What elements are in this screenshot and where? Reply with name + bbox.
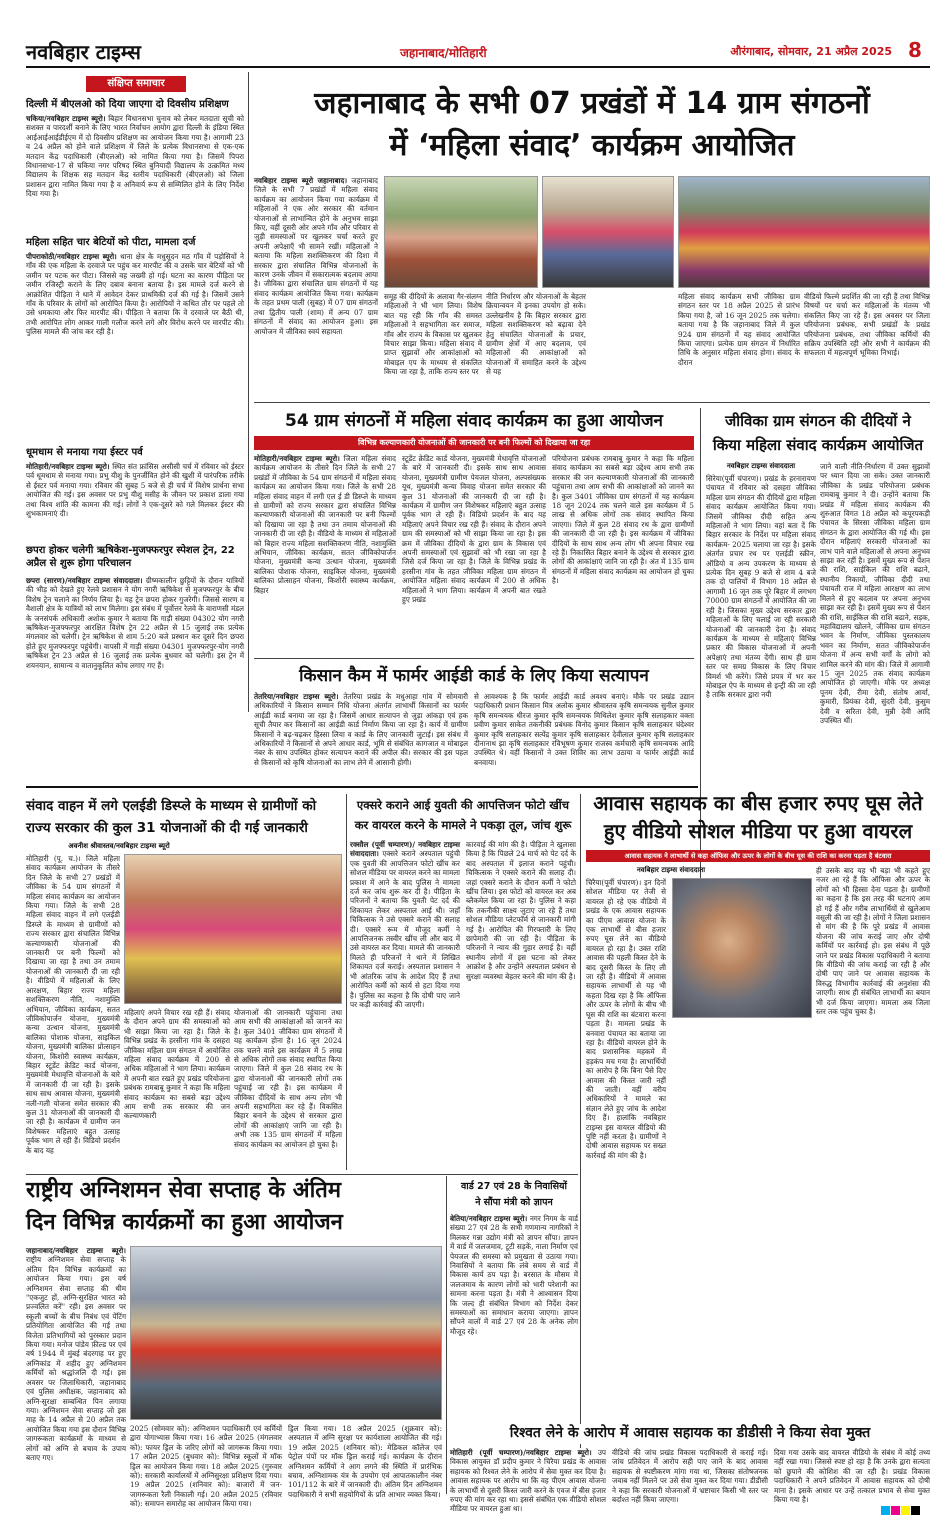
led-col-3: योजनाओं की जानकारी पहुंचाना तथा आम सभी की आकांक्षाओं को जानने का है। कुल 3401 जीविका ग्राम संगठनों में यह कार्यक्रम होना है। 16 जून 2024 तक चलने वाले इस कार्यक्रम में 5 लाख से अधिक लोगों तक संवाद स्थापित किया जाएगा। जिले में कुल 28 संवाद रथ के द्वारा योजनाओं की जानकारी लोगों तक पहुंचाई जा रही है। इस कार्यक्रम में जीविका दीदियों के साथ अन्य लोग भी अपनी सहभागिता कर रहे हैं। विकसित बिहार बनाने के उद्देश्य से सरकार द्वारा लोगों की आकांक्षाएं जानि जा रही है। अभी तक 135 ग्राम संगठनों में महिला संवाद कार्यक्रम का आयोजन हो चुका है। — [234, 1008, 342, 1149]
farmer-col-2: से आवश्यक है कि फार्मर आईडी कार्ड अवश्य बनाएं। मौके पर प्रखंड उद्यान पदाधिकारी प्रधान किसान मित्र अलोक कुमार श्रीवास्तव कृषि समन्वयक सुनील कुमार कृषि समन्वयक धीरज कुमार कृषि समन्वयक मिथिलेश कुमार कृषि सलाहकार वक्ता प्रवीण कुमार साकेत तकनीकी प्रबंधक विनोद कुमार किसान कृषि सलाहकार चंदेश्वर कुमार कृषि सलाहकार सत्येंद्र कुमार कृषि सलाहकार देवीलाल कुमार कृषि सलाहकार दीनानाथ झा कृषि सलाहकार रविभूषण कुमार राजस्व कर्मचारी कृषि समन्वयक आदि उपस्थित थे। वहीं किसानों ने उक्त शिविर का लाभ उठाया व फार्मर आईडी कार्ड बनवाया। — [474, 692, 694, 767]
led-col-1: मोतिहारी (पू. च.)। जिले महिला संवाद कार्यक्रम आयोजन के तीसरे दिन जिले के सभी 27 प्रखंडों में जीविका के 54 ग्राम संगठनों में महिला संवाद कार्यक्रम का आयोजन किया गया। जिले के सभी 28 महिला संवाद वाहन में लगे एलईडी डिस्प्ले के माध्यम से ग्रामीणों को राज्य सरकार द्वारा संचालित विभिन्न कल्याणकारी योजनाओं की जानकारी पर बनी फिल्मों को दिखाया जा रहा है तथा उन तमाम योजनाओं की जानकारी दी जा रही है। वीडियो में महिलाओं के लिए आरक्षण, बिहार राज्य महिला सशक्तिकरण नीति, नशामुक्ति अभियान, जीविका कार्यक्रम, सतत जीविकोपार्जन योजना, मुख्यमंत्री कन्या उत्थान योजना, मुख्यमंत्री बालिका पोशाक योजना, साइकिल योजना, मुख्यमंत्री बालिका प्रोत्साहन योजना, किशोरी स्वास्थ्य कार्यक्रम, बिहार स्टूडेंट क्रेडिट कार्ड योजना, मुख्यमंत्री मेधावृत्ति योजनाओं के बारे में जानकारी दी जा रही है। इसके साथ साथ आवास योजना, मुख्यमंत्री नली-गली योजना समेत सरकार की कुल 31 योजनाओं की जानकारी दी जा रही है। कार्यक्रम में ग्रामीण जन विशेषकर महिलाएं बहुत उत्साह पूर्वक भाग ले रही हैं। विडियो प्रदर्शन के बाद यह — [26, 854, 120, 1155]
main-photo-center — [542, 176, 674, 288]
brief-body-1 — [26, 114, 244, 232]
cmyk-magenta-swatch — [891, 1506, 900, 1515]
brief-news-header: संक्षिप्त समाचार — [86, 76, 186, 92]
story54-col-2: स्टूडेंट क्रेडिट कार्ड योजना, मुख्यमंत्री मेधावृत्ति योजनाओं के बारे में जानकारी दी। इसके साथ साथ आवास योजना, मुख्यमंत्री ग्रामीण पेयजल योजना, अल्पसंख्यक यूथ, मुख्यमंत्री कन्या विवाह योजना समेत सरकार की कुल 31 योजनाओं की जानकारी दी जा रही है। कार्यक्रम में ग्रामीण जन विशेषकर महिलाएं बहुत उत्साह पूर्वक भाग ले रही हैं। विडियो प्रदर्शन के बाद यह महिलाएं अपने विचार रख रही हैं। संवाद के दौरान अपने ग्राम की समस्याओं को भी साझा किया जा रहा है। इस क्रम में जीविका दीदियों के द्वारा ग्राम के विकास एवं अपनी समस्याओं एवं सुझावों को भी रखा जा रहा है जिसे दर्ज किया जा रहा है। जिले के विभिन्न प्रखंड के हरसीना गांव के तहत जीविका महिला ग्राम संगठन में आयोजित महिला संवाद कार्यक्रम में 200 से अधिक महिलाओं ने भाग लिया। कार्यक्रम में अपनी बात रखते हुए प्रखंड — [402, 454, 546, 605]
upper-section-rule — [26, 786, 698, 788]
jeevika-col-2: जाने वाली नीति-निर्धारण में उक्त सुझावों पर ध्यान दिया जा सके। उक्त जानकारी जीविका के प्रखंड परियोजना प्रबंधक रामबाबू कुमार ने दी। उन्होंने बताया कि प्रखंड में महिला संवाद कार्यक्रम की शुरुआत विगत 18 अप्रैल को कपूरपकड़ी पंचायत के सिरसा जीविका महिला ग्राम संगठन के द्वारा आयोजित की गई थी। इस दौरान महिलाएं सरकारी योजनाओं का लाभ पाने वाले महिलाओं से अपना अनुभव साझा कर रहीं है। इसमें मुख्य रूप से पेंशन की राशि, साईकिल की राशि बढाने, स्थानीय निकायों, जीविका दीदी तथा पंचायती राज में महिला आरक्षण का लाभ मिलने से हुए बदलाव पर अपना अनुभव साझा कर रही है। इसमें मुख्य रूप से पेंशन की राशि, साईकिल की राशि बढाने, सड़क, महाविद्यालय खोलने, जीविका ग्राम संगठन भवन के निर्माण, जीविका पुस्तकालय भवन का निर्माण, सतत जीविकोपार्जन योजना में अन्य सभी वर्गों के लोगो को शामिल करने की मांग की। जिले में आगामी 15 जून 2025 तक संवाद कार्यक्रम आयोजित हो जाएगी। मौके पर अध्यक्ष पूनम देवी, रीमा देवी, संतोष आर्या, कुमारी, प्रियंका देवी, सुंदरी देवी, कुसुम देवी व सरिता देवी, मुन्नी देवी आदि उपस्थित थीं। — [820, 462, 930, 725]
masthead-rule — [26, 66, 930, 68]
bribe-headline-line2: हुए वीडियो सोशल मीडिया पर हुआ वायरल — [603, 819, 913, 843]
brief-body-4 — [26, 576, 244, 710]
cmyk-color-strip — [880, 1500, 930, 1512]
main-col-4: महिला संवाद कार्यक्रम सभी जीविका ग्राम संगठन स्तर पर 18 अप्रैल 2025 से प्रारंभ किया गया है, जो 16 जून 2025 तक चलेगा। बताया गया है कि जहानाबाद जिले में कुल 924 ग्राम संगठनों में यह संवाद आयोजित किया जाएगा। प्रत्येक ग्राम संगठन में निर्धारित तिथि के अनुसार महिला संवाद होगा। संवाद के दौरान — [678, 292, 800, 367]
paper-name: नवबिहार टाइम्स — [26, 40, 141, 64]
bribe-col-2: ही उसके बाद यह भी बड़ा भी कहते हुए नजर आ रहे हैं कि ऑफिस और ऊपर के लोगों को भी हिस्सा देना पड़ता है। ग्रामीणों का कहना है कि इस तरह की घटनाएं आम हो गई हैं और गरीब लाभार्थियों से खुलेआम वसूली की जा रही है। लोगों ने जिला प्रशासन से मांग की है कि पूरे प्रखंड में आवास योजना की जांच कराई जाए और दोषी कर्मियों पर कार्रवाई हो। इस संबंध में पूछे जाने पर प्रखंड विकास पदाधिकारी ने बताया कि वीडियो की जांच कराई जा रही है और दोषी पाए जाने पर आवास सहायक के विरुद्ध विभागीय कार्रवाई की अनुशंसा की जाएगी। साथ ही संबंधित लाभार्थी का बयान भी दर्ज किया जाएगा। मामला अब जिला स्तर तक पहुंच चुका है। — [816, 866, 930, 1017]
jeevika-dateline: नवबिहार टाइम्स संवाददाता — [726, 462, 796, 470]
ward-headline-line2: ने सौंपा मंत्री को ज्ञापन — [475, 1197, 553, 1208]
cmyk-yellow-swatch — [901, 1506, 910, 1515]
bribe-subheadline: आवास सहायक ने लाभार्थी से कहा ऑफिस और ऊपर के लोगों के बीच घूस की राशि का करना पड़ता है बंटवारा — [586, 850, 930, 862]
led-byline: अवनीश श्रीवास्तव/नवबिहार टाइम्स ब्यूरो — [68, 842, 170, 850]
ddc-col-1 — [450, 1448, 606, 1514]
extortion-col-1 — [350, 840, 460, 1170]
ddc-col-3: दिया गया उसके बाद वायरल वीडियो के संबंध में कोई तथ्य नहीं रखा गया। जिससे स्पष्ट हो रहा है कि उनके द्वारा सत्यता को छुपाने की कोशिश की जा रही है। प्रखंड विकास पदाधिकारी ने अपने प्रतिवेदन में आवास सहायक को दोषी माना है। इसके आधार पर उन्हें तत्काल प्रभाव से सेवा मुक्त किया गया है। — [774, 1448, 930, 1505]
fire-col-3: ड्रिल किया गया। 18 अप्रैल 2025 (शुक्रवार को): अस्पताल में अग्नि सुरक्षा पर कार्यशाला आयोजित की गई। 19 अप्रैल 2025 (शनिवार को): मेडिकल कॉलेज एवं पेट्रोल पंपों पर मॉक ड्रिल कराई गई। कार्यक्रम के दौरान अग्निशमन कर्मियों ने आग लगने की स्थिति में प्रारंभिक बचाव, अग्निशामक यंत्र के उपयोग एवं आपातकालीन नंबर 101/112 के बारे में जानकारी दी। अंतिम दिन अग्निशमन पदाधिकारी ने सभी सहयोगियों के प्रति आभार व्यक्त किया। — [288, 1424, 442, 1499]
mid-section-rule — [26, 1174, 578, 1175]
brief-text-3: स्थित संत फ्रांसिस असीसी चर्च में रविवार को ईस्टर पर्व धूमधाम से मनाया गया। प्रभु यीशु के पुनर्जीवित होने की खुशी में पारंपरिक तरीके से ईस्टर पर्व मनाया गया। रविवार की सुबह 5 बजे से ही चर्च में विशेष प्रार्थना सभा आयोजित की गई। इस अवसर पर प्रभु यीशु मसीह के जीवन पर प्रकाश डाला गया तथा विश्व शांति की कामना की गई। लोगों ने एक-दूसरे को गले मिलकर ईस्टर की शुभकामनाएं दी। — [26, 462, 244, 519]
farmer-dateline: तेतरिया/नवबिहार टाइम्स ब्यूरो। — [254, 692, 339, 701]
farmer-headline: किसान कैम में फार्मर आईडी कार्ड के लिए किया सत्यापन — [299, 666, 649, 686]
fire-photo — [130, 1246, 442, 1420]
extortion-headline-line1: एक्सरे कराने आई युवती की आपत्तिजन फोटो खींच — [356, 798, 570, 812]
brief-text-1: बिहार विधानसभा चुनाव को लेकर मतदाता सूची को सशक्त व पारदर्शी बनाने के लिए भारत निर्वाचन आयोग द्वारा दिल्ली के इंडिया स्थित आईआईआईडीईएम में दो दिवसीय प्रशिक्षण का आयोजन किया गया है। आगामी 23 व 24 अप्रैल को होने वाले प्रशिक्षण में जिले के प्रत्येक विधानसभा से एक-एक मतदान केंद्र पदाधिकारी (बीएलओ) को नामित किया गया है। जिसमें पिपरा विधानसभा-17 से चकिया नगर परिषद स्थित बुनियादी विद्यालय के उत्क्रमित मध्य विद्यालय के शिक्षक सह मतदान केंद्र स्तरीय पदाधिकारी (बीएलओ) को जिला प्रशासन द्वारा नामित किया गया है व अनिवार्य रूप से सम्मिलित होने के लिए निर्देश दिया गया है। — [26, 114, 244, 199]
bribe-headline-line1: आवास सहायक का बीस हजार रुपए घूस लेते — [593, 791, 923, 815]
main-col-5: वीडियो फिल्मे प्रदर्शित की जा रही हैं तथा विभिन्न विषयों पर चर्चा कर महिलाओं के मंतव्य भी संकलित किए जा रहे हैं। इस अवसर पर जिला परियोजना प्रबंधक, सभी प्रखंडों के प्रखंड परियोजना प्रबंधक, तथा जीविका कर्मियों की सक्रिय उपस्थिति रही और सभी ने कार्यक्रम की सफलता में महत्वपूर्ण भूमिका निभाई। — [804, 292, 930, 358]
jeevika-headline-line2: किया महिला संवाद कार्यक्रम आयोजित — [712, 436, 924, 454]
story54-col-3: परियोजना प्रबंधक रामबाबू कुमार ने कहा कि महिला संवाद कार्यक्रम का सबसे बड़ा उद्देश्य आम सभी तक सरकार की जन कल्याणकारी योजनाओं की जानकारी पहुंचाना तथा आम सभी की आकांक्षाओं को जानने का है। कुल 3401 जीविका ग्राम संगठनों में यह कार्यक्रम 18 जून 2024 तक चलने वाले इस कार्यक्रम में 5 लाख से अधिक लोगों तक संवाद स्थापित किया जाएगा। जिले में कुल 28 संवाद रथ के द्वारा ग्रामीणों की जानकारी दी जा रही है। इस कार्यक्रम में जीविका दीदियों के साथ साथ अन्य लोग भी अपना विचार रख रहे हैं। निकासित बिहार बनाने के उद्देश्य से सरकार द्वारा लोगों की आकांक्षाएं जानि जा रही है। अंत में 135 ग्राम संगठनों में महिला संवाद कार्यक्रम का आयोजन हो चुका है। — [552, 454, 694, 586]
ward-text: नगर निगम के वार्ड संख्या 27 एवं 28 के सभी गणमान्य नागरिकों ने मिलकर गन्ना उद्योग मंत्री को ज्ञापन सौंपा। ज्ञापन में वार्ड में जलजमाव, टूटी सड़कें, नाला निर्माण एवं पेयजल की समस्या को प्रमुखता से उठाया गया। निवासियों ने बताया कि लंबे समय से वार्ड में विकास कार्य ठप पड़ा है। बरसात के मौसम में जलजमाव के कारण लोगों को भारी परेशानी का सामना करना पड़ता है। मंत्री ने आश्वासन दिया कि जल्द ही संबंधित विभाग को निर्देश देकर समस्याओं का समाधान कराया जाएगा। ज्ञापन सौंपने वालों में वार्ड 27 एवं 28 के अनेक लोग मौजूद रहे। — [450, 1214, 578, 1336]
story54-col-1-text: जिला महिला संवाद कार्यक्रम आयोजन के तीसरे दिन जिले के सभी 27 प्रखंडों में जीविका के 54 ग्राम संगठनों में महिला संवाद कार्यक्रम का आयोजन किया गया। जिले के सभी 28 महिला संवाद वाहन में लगी एल ई डी डिस्प्ले के माध्यम से ग्रामीणों को राज्य सरकार द्वारा संचालित विभिन्न कल्याणकारी योजनाओं की जानकारी पर बनी फिल्मों को दिखाया जा रहा है तथा उन तमाम योजनाओं की जानकारी दी जा रही है। वीडियो के माध्यम से महिलाओं को बिहार राज्य महिला सशक्तिकरण नीति, नशामुक्ति अभियान, जीविका कार्यक्रम, सतत जीविकोपार्जन योजना, मुख्यमंत्री कन्या उत्थान योजना, मुख्यमंत्री बालिका पोशाक योजना, साइकिल योजना, मुख्यमंत्री बालिका प्रोत्साहन योजना, किशोरी स्वास्थ्य कार्यक्रम, बिहार — [254, 454, 396, 595]
main-photo-right — [678, 176, 930, 288]
ward-headline-line1: वार्ड 27 एवं 28 के निवासियों — [461, 1181, 567, 1192]
ddc-headline: रिश्वत लेने के आरोप में आवास सहायक का डीडीसी ने किया सेवा मुक्त — [450, 1424, 930, 1444]
brief-headline-2: महिला सहित चार बेटियों को पीटा, मामला दर्ज — [26, 237, 196, 248]
jeevika-headline-line1: जीविका ग्राम संगठन की दीदियों ने — [725, 412, 911, 430]
farmer-col-1-text: तेतरिया प्रखंड के मधुआहा गांव में सोमवारी अधिकारियों ने किसान सम्मान निधि योजना अंतर्गत लाभार्थी किसानों का फार्मर आईडी कार्ड बनाया जा रहा है। जिसमें आधार सत्यापन से जुड़ा आंकड़ा एवं हक सूची तैयार कर किसानों का आईडी कार्ड निर्माण किया जा रहा है। कार्य में ग्रामीण किसानों ने बढ़-चढ़कर हिस्सा लिया व कार्ड के लिए जानकारी जुटाई। इस संबंध में अधिकारियों ने किसानों से अपने आधार कार्ड, भूमि से संबंधित कागजात व मोबाइल नंबर के साथ उपस्थित होकर सत्यापन कराने की अपील की। सरकार की इस पहल से किसानों को कृषि योजनाओं का लाभ लेने में आसानी होगी। — [254, 692, 468, 767]
brief-dateline-4: छपरा (सारण)/नवबिहार टाइम्स संवाददाता। — [26, 576, 143, 585]
fire-right-rule — [446, 1176, 447, 1494]
brief-text-2: थाना क्षेत्र के मधुसूदन मठ गाँव में पड़ोसियों ने गाँव की एक महिला के दरवाजे पर पहुंच कर मारपीट की व उसके चार बेटियों को भी जमीन पर पटक कर पीटा। जिससे वह जख्मी हो गई। घटना का कारण पीड़िता पर जमीन रजिस्ट्री कराने के लिए दबाव बनाना बताया है। इस मामले दर्ज करने से आक्रोशित पीड़िता ने थाने में आवेदन देकर प्राथमिकी दर्ज की गई है। जिसमें उसने गाँव के परिवार के लोगों को आरोपित किया है। आरोपियों ने कथित तौर पर पहले तो उसे धमकाया और फिर मारपीट की। पीड़िता ने बताया कि वे दरवाजे पर बैठी थी, तभी आरोपित लोग आकर गाली गलौज करने लगे और विरोध करने पर मारपीट की। पुलिस मामले की जांच कर रही है। — [26, 252, 244, 337]
ddc-col-2: वीडियो की जांच प्रखंड विकास पदाधिकारी से कराई गई। जांच प्रतिवेदन में आरोप सही पाए जाने के बाद आवास सहायक से स्पष्टीकरण मांगा गया था, जिसका संतोषजनक जवाब नहीं मिलने पर उसे सेवा मुक्त कर दिया गया। डीडीसी ने कहा कि सरकारी योजनाओं में भ्रष्टाचार किसी भी स्तर पर बर्दाश्त नहीं किया जाएगा। — [612, 1448, 768, 1505]
brief-body-2 — [26, 252, 244, 430]
brief-headline-4: छपरा होकर चलेगी ऋषिकेश-मुजफ्फरपुर स्पेशल ट्रेन, 22 अप्रैल से शुरू होगा परिचालन — [26, 545, 235, 569]
fire-col-2: 2025 (सोमवार को): अग्निशमन पदाधिकारी एवं कर्मियों द्वारा योगाभ्यास किया गया। 16 अप्रैल 2025 (मंगलवार को): फायर ड्रिल के जरिए लोगों को जागरूक किया गया। 17 अप्रैल 2025 (बुधवार को): विभिन्न स्कूलों में मॉक ड्रिल का आयोजन किया गया। 18 अप्रैल 2025 (गुरुवार को): सरकारी कार्यालयों में अग्निसुरक्षा प्रशिक्षण दिया गया। 19 अप्रैल 2025 (शनिवार को): बाजारों में जन-जागरूकता रैली निकाली गई। 20 अप्रैल 2025 (रविवार को): समापन समारोह का आयोजन किया गया। — [130, 1424, 282, 1509]
cmyk-cyan-swatch — [881, 1506, 890, 1515]
main-col-2: समूह की दीदियों के अलावा गैर-संलग्न महिलाओं ने भी भाग लिया। विशेष बात यह रही कि गाँव की समस्त महिलाओं ने सहभागिता कर समाज, गाँव और राज्य के विकास पर खुलकर विचार साझा किया। महिला संवाद में प्राप्त सुझावों और आकांक्षाओं को मोबाइल एप के माध्यम से संकलित किया जा रहा है, ताकि राज्य स्तर पर — [384, 292, 482, 377]
main-story-rule — [254, 402, 930, 403]
led-photo — [124, 854, 342, 1004]
page-number: 8 — [908, 38, 922, 62]
brief-dateline-1: चकिया/नवबिहार टाइम्स ब्यूरो। — [26, 114, 106, 123]
bribe-dateline: नवबिहार टाइम्स संवाददाता — [636, 866, 706, 874]
main-photo-left — [384, 176, 538, 288]
brief-dateline-3: मोतिहारी/नवबिहार टाइम्स ब्यूरो। — [26, 462, 110, 471]
story54-dateline: मोतिहारी/नवबिहार टाइम्स ब्यूरो। — [254, 454, 340, 463]
cmyk-black-swatch — [911, 1506, 920, 1515]
story54-rule — [254, 658, 694, 659]
brief-text-4: ग्रीष्मकालीन छुट्टियों के दौरान यात्रियों की भीड़ को देखते हुए रेलवे प्रशासन ने योग नगरी ऋषिकेश से मुजफ्फरपुर के बीच विशेष ट्रेन चलाने का निर्णय लिया है। यह ट्रेन छपरा होकर गुजरेगी। जिससे सारण व वैशाली क्षेत्र के यात्रियों को लाभ मिलेगा। इस संबंध में पूर्वोत्तर रेलवे के वाराणसी मंडल के जनसंपर्क अधिकारी अशोक कुमार ने बताया कि गाड़ी संख्या 04302 योग नगरी ऋषिकेश-मुजफ्फरपुर आरक्षित विशेष ट्रेन 22 अप्रैल से 15 जुलाई तक प्रत्येक मंगलवार को चलेगी। ट्रेन ऋषिकेश से शाम 5:20 बजे प्रस्थान कर दूसरे दिन छपरा होते हुए मुजफ्फरपुर पहुंचेगी। वापसी में गाड़ी संख्या 04301 मुजफ्फरपुर-योग नगरी ऋषिकेश ट्रेन 23 अप्रैल से 16 जुलाई तक प्रत्येक बुधवार को चलेगी। इस ट्रेन में शयनयान, सामान्य व वातानुकूलित कोच लगाए गए हैं। — [26, 576, 244, 670]
ddc-col-1-text: उप विकास आयुक्त डॉ प्रदीप कुमार ने चिरैया प्रखंड के आवास सहायक को रिश्वत लेने के आरोप में सेवा मुक्त कर दिया है। आवास सहायक पर आरोप था कि वह पीएम आवास योजना के लाभार्थी से दूसरी किस्त जारी करने के एवज में बीस हजार रुपए की मांग कर रहा था। इससे संबंधित एक वीडियो सोशल मीडिया पर वायरल हुआ था। — [450, 1448, 606, 1514]
main-headline-line1: जहानाबाद के सभी 07 प्रखंडों में 14 ग्राम संगठनों — [314, 86, 870, 121]
fire-dateline: जहानाबाद/नवबिहार टाइम्स ब्यूरो। — [26, 1246, 126, 1255]
brief-headline-3: धूमधाम से मनाया गया ईस्टर पर्व — [26, 447, 143, 458]
brief-headline-1: दिल्ली में बीएलओ को दिया जाएगा दो दिवसीय प्रशिक्षण — [26, 99, 229, 110]
farmer-col-1 — [254, 692, 468, 782]
led-right-rule — [346, 794, 347, 1170]
brief-body-3 — [26, 462, 244, 538]
extortion-col-1-text: एक्सरे कराने अस्पताल पहुंची एक युवती की आपत्तिजन फोटो खींच कर सोशल मीडिया पर वायरल करने का मामला प्रकाश में आने के बाद पुलिस ने मामला दर्ज कर जांच शुरू कर दी है। पीड़िता के परिजनों ने बताया कि युवती पेट दर्द की शिकायत लेकर अस्पताल आई थी। जहाँ चिकित्सक ने उसे एक्सरे कराने की सलाह दी। एक्सरे रूम में मौजूद कर्मी ने आपत्तिजनक तस्वीर खींच ली और बाद में उसे वायरल कर दिया। मामले की जानकारी मिलते ही परिजनों ने थाने में लिखित शिकायत दर्ज कराई। अस्पताल प्रशासन ने भी आंतरिक जांच के आदेश दिए हैं तथा आरोपित कर्मी को कार्य से हटा दिया गया है। पुलिस का कहना है कि दोषी पाए जाने पर कड़ी कार्रवाई की जाएगी। — [350, 849, 460, 1009]
main-col-1 — [254, 176, 378, 398]
jeevika-col-1: सिरेया(पूर्वी चंपारण)। प्रखंड के हरनारायण पंचायत में रविवार को दसहरा जीविका महिला ग्राम संगठन की दीदियों द्वारा महिला संवाद कार्यक्रम आयोजित किया गया। जिसमें जीविका दीदी सहित अन्य महिलाओं ने भाग लिया। वहां बता दें कि बिहार सरकार के निर्देश पर महिला संवाद कार्यक्रम- 2025 चलाया जा रहा है। इसके अंतर्गत प्रचार रथ पर एलईडी स्क्रीन, ऑडियो व अन्य उपकरण के माध्यम से प्रत्येक दिन सुबह 9 बजे से शाम 4 बजे तक दो पालियों में विभाग 18 अप्रैल से आगामी 16 जून तक पूरे बिहार में लगभग 70000 ग्राम संगठनों में आयोजित की जा रही है। जिसका मुख्य उद्देश्य सरकार द्वारा महिलाओं के लिए चलाई जा रही सरकारी योजनाओं की जानकारी देना है। संवाद कार्यक्रम के माध्यम से महिलाएं विभिन्न प्रकार की विकास योजनाओं में अपनी अपेक्षाएं तथा मंतव्य देंगी। साथ ही ग्राम स्तर पर समग्र विकास के लिए विचार विमर्श भी करेंगे। जिसे प्रपत्र में भर कर मोबाइल ऐप के माध्यम से इन्ट्री की जा रही है ताकि सरकार द्वारा नयी — [706, 474, 816, 700]
dateline: औरंगाबाद, सोमवार, 21 अप्रैल 2025 — [730, 45, 892, 58]
section-name: जहानाबाद/मोतिहारी — [400, 46, 487, 60]
story54-subheadline: विभिन्न कल्याणकारी योजनाओं की जानकारी पर बनी फिल्मों को दिखाया जा रहा — [254, 436, 694, 450]
bribe-col-1: चिरैया(पूर्वी चंपारण)। इन दिनों सोशल मीडिया पर तेजी से वायरल हो रहे एक वीडियो में प्रखंड के एक आवास सहायक का पीएम आवास योजना के एक लाभार्थी से बीस हजार रुपए घूस लेने का वीडियो वायरल हो रहा है। उक्त राशि आवास की पहली किस्त देने के बाद दूसरी किस्त के लिए ली जा रही है। वीडियो में आवास सहायक लाभार्थी से यह भी कहता दिख रहा है कि ऑफिस और ऊपर के लोगों के बीच भी घूस की राशि का बंटवारा करना पड़ता है। मामला प्रखंड के बनवारा पंचायत का बताया जा रहा है। वीडियो वायरल होने के बाद प्रशासनिक महकमे में हड़कंप मच गया है। लाभार्थियों का आरोप है कि बिना पैसे दिए आवास की किस्त जारी नहीं की जाती। वहीं वरीय अधिकारियों ने मामले का संज्ञान लेते हुए जांच के आदेश दिए हैं। हालांकि नवबिहार टाइम्स इस वायरल वीडियो की पुष्टि नहीं करता है। ग्रामीणों ने दोषी आवास सहायक पर सख्त कार्रवाई की मांग की है। — [586, 878, 666, 1160]
extortion-headline-line2: कर वायरल करने के मामले ने पकड़ा तूल, जांच शुरू — [354, 818, 572, 832]
brief-column-rule — [248, 72, 249, 712]
masthead — [0, 0, 945, 70]
main-col-3: नीति निर्धारण और योजनाओं के बेहतर क्रियान्वयन में इनका उपयोग हो सके। उल्लेखनीय है कि बिहार सरकार द्वारा महिला सशक्तिकरण को बढ़ावा देने हेतु संचालित योजनाओं के प्रचार, ग्रामीण क्षेत्रों में आए बदलाव, एवं महिलाओं की आकांक्षाओं को योजनाओं में समाहित करने के उद्देश्य से यह — [486, 292, 586, 377]
brief-dateline-2: पीपराकोठी/नवबिहार टाइम्स ब्यूरो। — [26, 252, 117, 261]
main-col-1-text: जहानाबाद जिले के सभी 7 प्रखंडों में महिला संवाद कार्यक्रम का आयोजन किया गया कार्यक्रम में महिलाओं ने एक ओर सरकार की वर्तमान योजनाओं से लाभान्वित होने के अनुभव साझा किए, वहीं दूसरी ओर अपने गाँव और परिवार से जुड़ी समस्याओं पर खुलकर चर्चा करते हुए अपनी अपेक्षाएँ भी सामने रखीं। महिलाओं ने बताया कि महिला सशक्तिकरण की दिशा में सरकार द्वारा संचालित विभिन्न योजनाओं के कारण उनके जीवन में सकारात्मक बदलाव आया है। जीविका द्वारा संचालित ग्राम संगठनों में यह संवाद कार्यक्रम आयोजित किया गया। कार्यक्रम के तहत प्रथम पाली (सुबह) में 07 ग्राम संगठनों तथा द्वितीय पाली (शाम) में अन्य 07 ग्राम संगठनों में संवाद का आयोजन हुआ। इस आयोजन में जीविका स्वयं सहायता — [254, 176, 378, 336]
led-col-2: महिलाएं अपने विचार रख रही हैं। संवाद के दौरान अपने ग्राम की समस्याओं को भी साझा किया जा रहा है। जिले के विभिन्न प्रखंड के हरसीना गांव के दसहरा जीविका महिला ग्राम संगठन में आयोजित महिला संवाद कार्यक्रम में 200 से अधिक महिलाओं ने भाग लिया। कार्यक्रम में अपनी बात रखते हुए प्रखंड परियोजना प्रबंधक रामबाबू कुमार ने कहा कि महिला संवाद कार्यक्रम का सबसे बड़ा उद्देश्य आम सभी तक सरकार की जन कल्याणकारी — [124, 1008, 230, 1121]
story54-headline: 54 ग्राम संगठनों में महिला संवाद कार्यक्रम का हुआ आयोजन — [284, 411, 663, 431]
led-headline-line2: राज्य सरकार की कुल 31 योजनाओं की दी गई जानकारी — [26, 820, 308, 836]
ward-dateline: बेतिया/नवबिहार टाइम्स ब्यूरो। — [450, 1214, 528, 1223]
extortion-col-2: कारवाई की मांग की है। पीड़िता ने खुलासा किया है कि पिछले 24 मार्च को पेट दर्द के बाद अस्पताल में इलाज कराने पहुंची। चिकित्सक ने एक्सरे कराने की सलाह दी। जहां एक्सरे कराने के दौरान कर्मी ने फोटो खींच लिया। इस फोटो को वायरल कर अब ब्लैकमेल किया जा रहा है। पुलिस ने कहा कि तकनीकी साक्ष्य जुटाए जा रहे हैं तथा सोशल मीडिया प्लेटफॉर्म से जानकारी मांगी गई है। आरोपित की गिरफ्तारी के लिए छापेमारी की जा रही है। पीड़िता के परिजनों ने न्याय की गुहार लगाई है। वहीं स्थानीय लोगों में इस घटना को लेकर आक्रोश है और उन्होंने अस्पताल प्रबंधन से सुरक्षा व्यवस्था बेहतर करने की मांग की है। — [466, 840, 576, 981]
extortion-dateline: रक्सौल (पूर्वी चम्पारण)/ नवबिहार टाइम्स संवाददाता। — [350, 840, 460, 859]
fire-col-1-text: राष्ट्रीय अग्निशमन सेवा सप्ताह के अंतिम दिन विभिन्न कार्यक्रमों का आयोजन किया गया। इस वर्ष अग्निशमन सेवा सप्ताह की थीम "एकजुट हों, अग्नि-सुरक्षित भारत को प्रज्वलित करें" रही। इस अवसर पर स्कूली बच्चों के बीच निबंध एवं पेंटिंग प्रतियोगिता आयोजित की गई तथा विजेता प्रतिभागियों को पुरस्कार प्रदान किया गया। मनोज पांडेय फ़ील्ड पर एवं वर्ष 1944 में मुंबई बंदरगाह पर हुए अग्निकांड में शहीद हुए अग्निशमन कर्मियों को श्रद्धांजलि दी गई। इस अवसर पर जिलाधिकारी, जहानाबाद एवं पुलिस अधीक्षक, जहानाबाद को अग्नि-सुरक्षा सम्बन्धित पिन लगाया गया। अग्निशमन सेवा सप्ताह जो इस माह के 14 अप्रैल से 20 अप्रैल तक आयोजित किया गया इस दौरान विभिन्न जागरूकता कार्यक्रमों के माध्यम से लोगों को अग्नि से बचाव के उपाय बताए गए। — [26, 1255, 126, 1462]
fire-headline-line1: राष्ट्रीय अग्निशमन सेवा सप्ताह के अंतिम — [26, 1178, 341, 1203]
story54-col-1 — [254, 454, 396, 654]
ddc-dateline: मोतिहारी (पूर्वी चम्पारण)/नवबिहार टाइम्स ब्यूरो। — [450, 1448, 592, 1457]
fire-col-1 — [26, 1246, 126, 1494]
fire-headline-line2: दिन विभिन्न कार्यक्रमों का हुआ आयोजन — [26, 1210, 343, 1235]
main-headline-line2: में ‘महिला संवाद’ कार्यक्रम आयोजित — [389, 128, 795, 163]
brief-news-column — [26, 72, 244, 712]
led-headline-line1: संवाद वाहन में लगे एलईडी डिस्प्ले के माध्यम से ग्रामीणों को — [26, 798, 317, 814]
main-dateline: नवबिहार टाइम्स ब्यूरो जहानाबाद। — [254, 176, 348, 185]
extortion-right-rule — [580, 794, 581, 1494]
